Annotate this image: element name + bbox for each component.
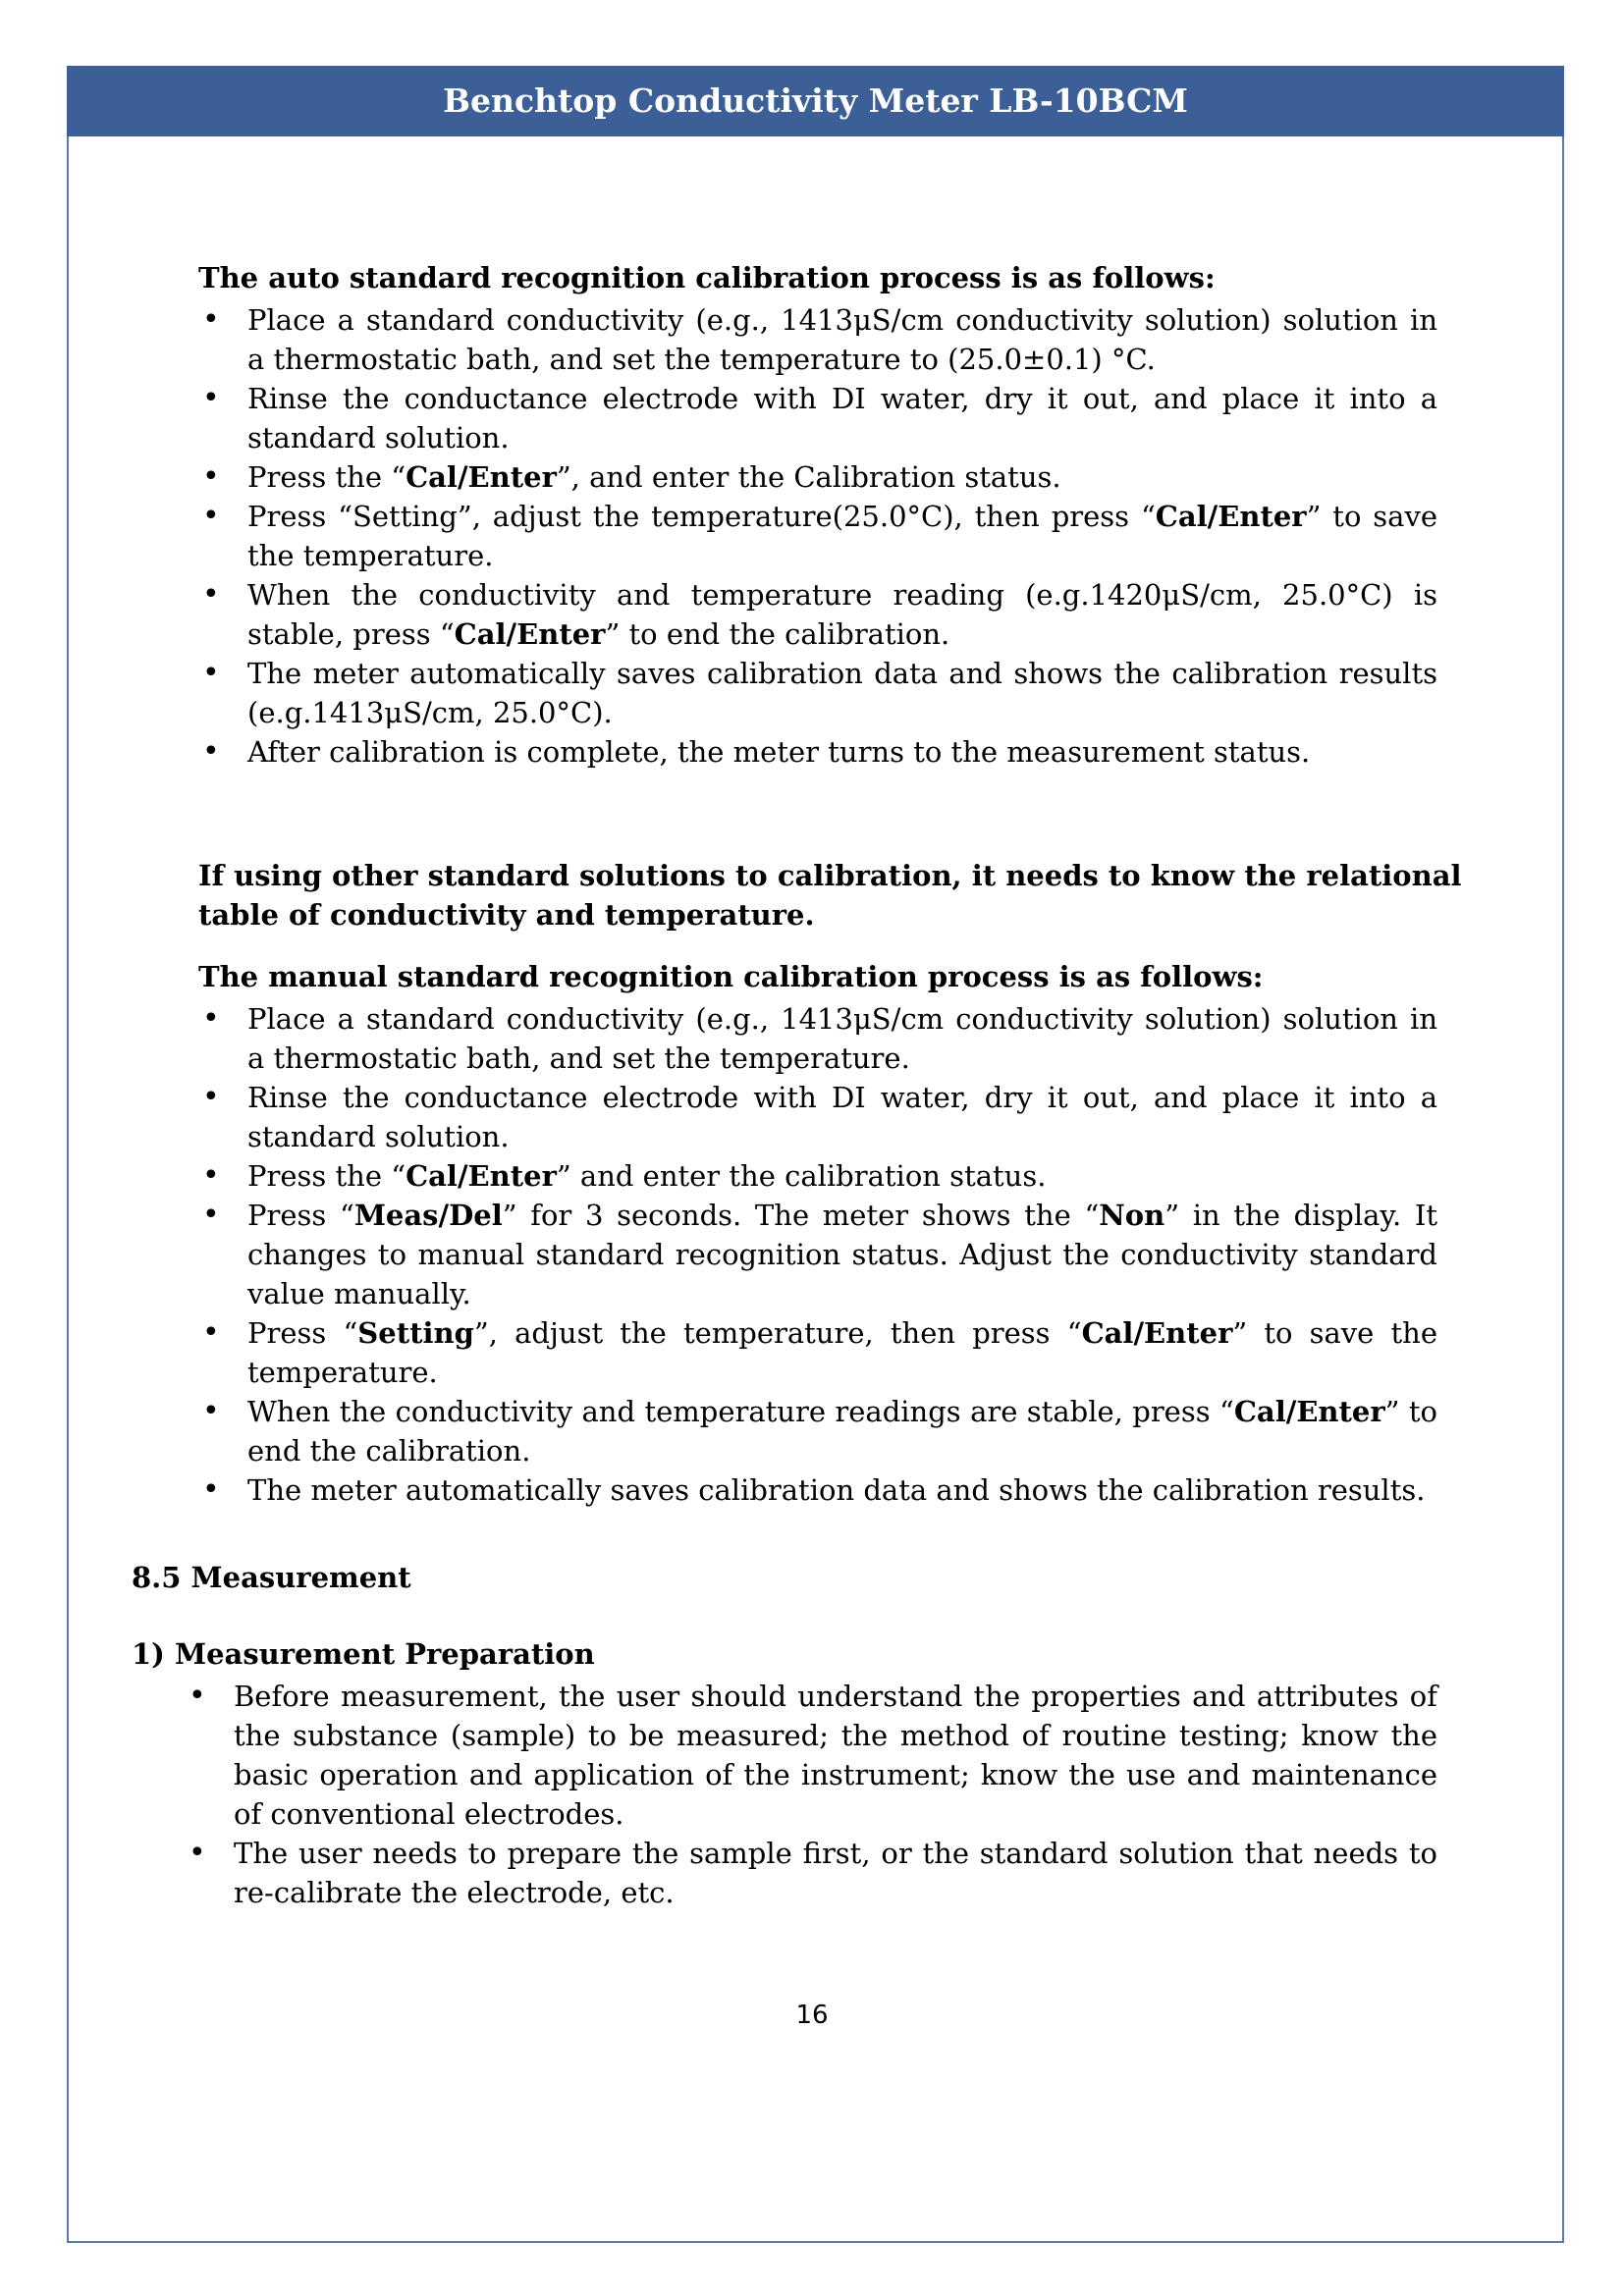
text-segment: Press “ (247, 1316, 358, 1350)
list-item (198, 1313, 1437, 1392)
key-name: Non (1099, 1199, 1165, 1232)
page-header-title: Benchtop Conductivity Meter LB-10BCM (67, 66, 1564, 136)
list-item (198, 732, 1437, 772)
text-segment: ” to end the calibration. (247, 1395, 1437, 1468)
text-segment: Rinse the conductance electrode with DI water, dry it out, and place it into a standard solution. (247, 382, 1437, 454)
preparation-list (185, 1677, 1437, 1912)
list-item (198, 575, 1437, 654)
key-name: Setting (357, 1316, 474, 1350)
text-segment: ” to save the temperature. (247, 500, 1438, 572)
page-number: 16 (795, 2001, 829, 2030)
list-item (185, 1834, 1437, 1912)
text-segment: The meter automatically saves calibration data and shows the calibration results (e.g.1413μS/cm, 25.0°C). (247, 657, 1437, 729)
list-item (185, 1677, 1437, 1834)
key-name: Cal/Enter (1081, 1316, 1233, 1350)
subsection-heading: 1) Measurement Preparation (132, 1637, 595, 1671)
text-segment: When the conductivity and temperature reading (e.g.1420μS/cm, 25.0°C) is stable, press “ (247, 578, 1437, 651)
text-segment: The meter automatically saves calibration data and shows the calibration results. (247, 1473, 1426, 1507)
text-segment: Place a standard conductivity (e.g., 1413μS/cm conductivity solution) solution in a thermostatic bath, and set the temperature to (25.0±0.1) °C. (247, 303, 1437, 376)
list-item (198, 1196, 1437, 1313)
manual-calibration-heading: The manual standard recognition calibration process is as follows: (198, 960, 1264, 993)
text-segment: ” and enter the calibration status. (556, 1159, 1047, 1193)
list-item (198, 497, 1437, 575)
text-segment: ” to end the calibration. (605, 617, 950, 651)
list-item (198, 1078, 1437, 1156)
list-item (198, 1156, 1437, 1196)
text-segment: The user needs to prepare the sample first, or the standard solution that needs to re-calibrate the electrode, etc. (234, 1837, 1437, 1909)
key-name: Cal/Enter (406, 460, 557, 494)
text-segment: Press the “ (247, 460, 406, 494)
list-item (198, 379, 1437, 457)
list-item (198, 1470, 1437, 1510)
text-segment: After calibration is complete, the meter turns to the measurement status. (247, 735, 1311, 769)
list-item (198, 300, 1437, 379)
text-segment: Press “Setting”, adjust the temperature(25.0°C), then press “ (247, 500, 1156, 533)
list-item (198, 654, 1437, 732)
key-name: Cal/Enter (1155, 500, 1307, 533)
text-segment: ”, adjust the temperature, then press “ (473, 1316, 1082, 1350)
list-item (198, 1392, 1437, 1470)
list-item (198, 457, 1437, 497)
list-item (198, 999, 1437, 1078)
text-segment: ” for 3 seconds. The meter shows the “ (502, 1199, 1100, 1232)
text-segment: ” to save the temperature. (247, 1316, 1437, 1389)
key-name: Meas/Del (353, 1199, 503, 1232)
text-segment: ”, and enter the Calibration status. (556, 460, 1061, 494)
text-segment: ” in the display. It changes to manual standard recognition status. Adjust the conductivity standard value manually. (247, 1199, 1437, 1310)
key-name: Cal/Enter (406, 1159, 557, 1193)
text-segment: When the conductivity and temperature readings are stable, press “ (247, 1395, 1234, 1428)
key-name: Cal/Enter (1233, 1395, 1385, 1428)
text-segment: Rinse the conductance electrode with DI water, dry it out, and place it into a standard solution. (247, 1081, 1437, 1153)
text-segment: Press the “ (247, 1159, 406, 1193)
text-segment: Before measurement, the user should understand the properties and attributes of the substance (sample) to be measured; the method of routine testing; know the basic operation and application of the instrument; know the use and maintenance of conventional electrodes. (234, 1680, 1437, 1831)
section-heading: 8.5 Measurement (132, 1561, 411, 1594)
auto-calibration-heading: The auto standard recognition calibration process is as follows: (198, 261, 1216, 294)
other-solutions-note: If using other standard solutions to calibration, it needs to know the relational table of conductivity and temperature. (198, 859, 1462, 932)
key-name: Cal/Enter (454, 617, 606, 651)
text-segment: Press “ (247, 1199, 354, 1232)
manual-calibration-list (198, 999, 1437, 1510)
text-segment: Place a standard conductivity (e.g., 1413μS/cm conductivity solution) solution in a thermostatic bath, and set the temperature. (247, 1002, 1437, 1075)
auto-calibration-list (198, 300, 1437, 772)
